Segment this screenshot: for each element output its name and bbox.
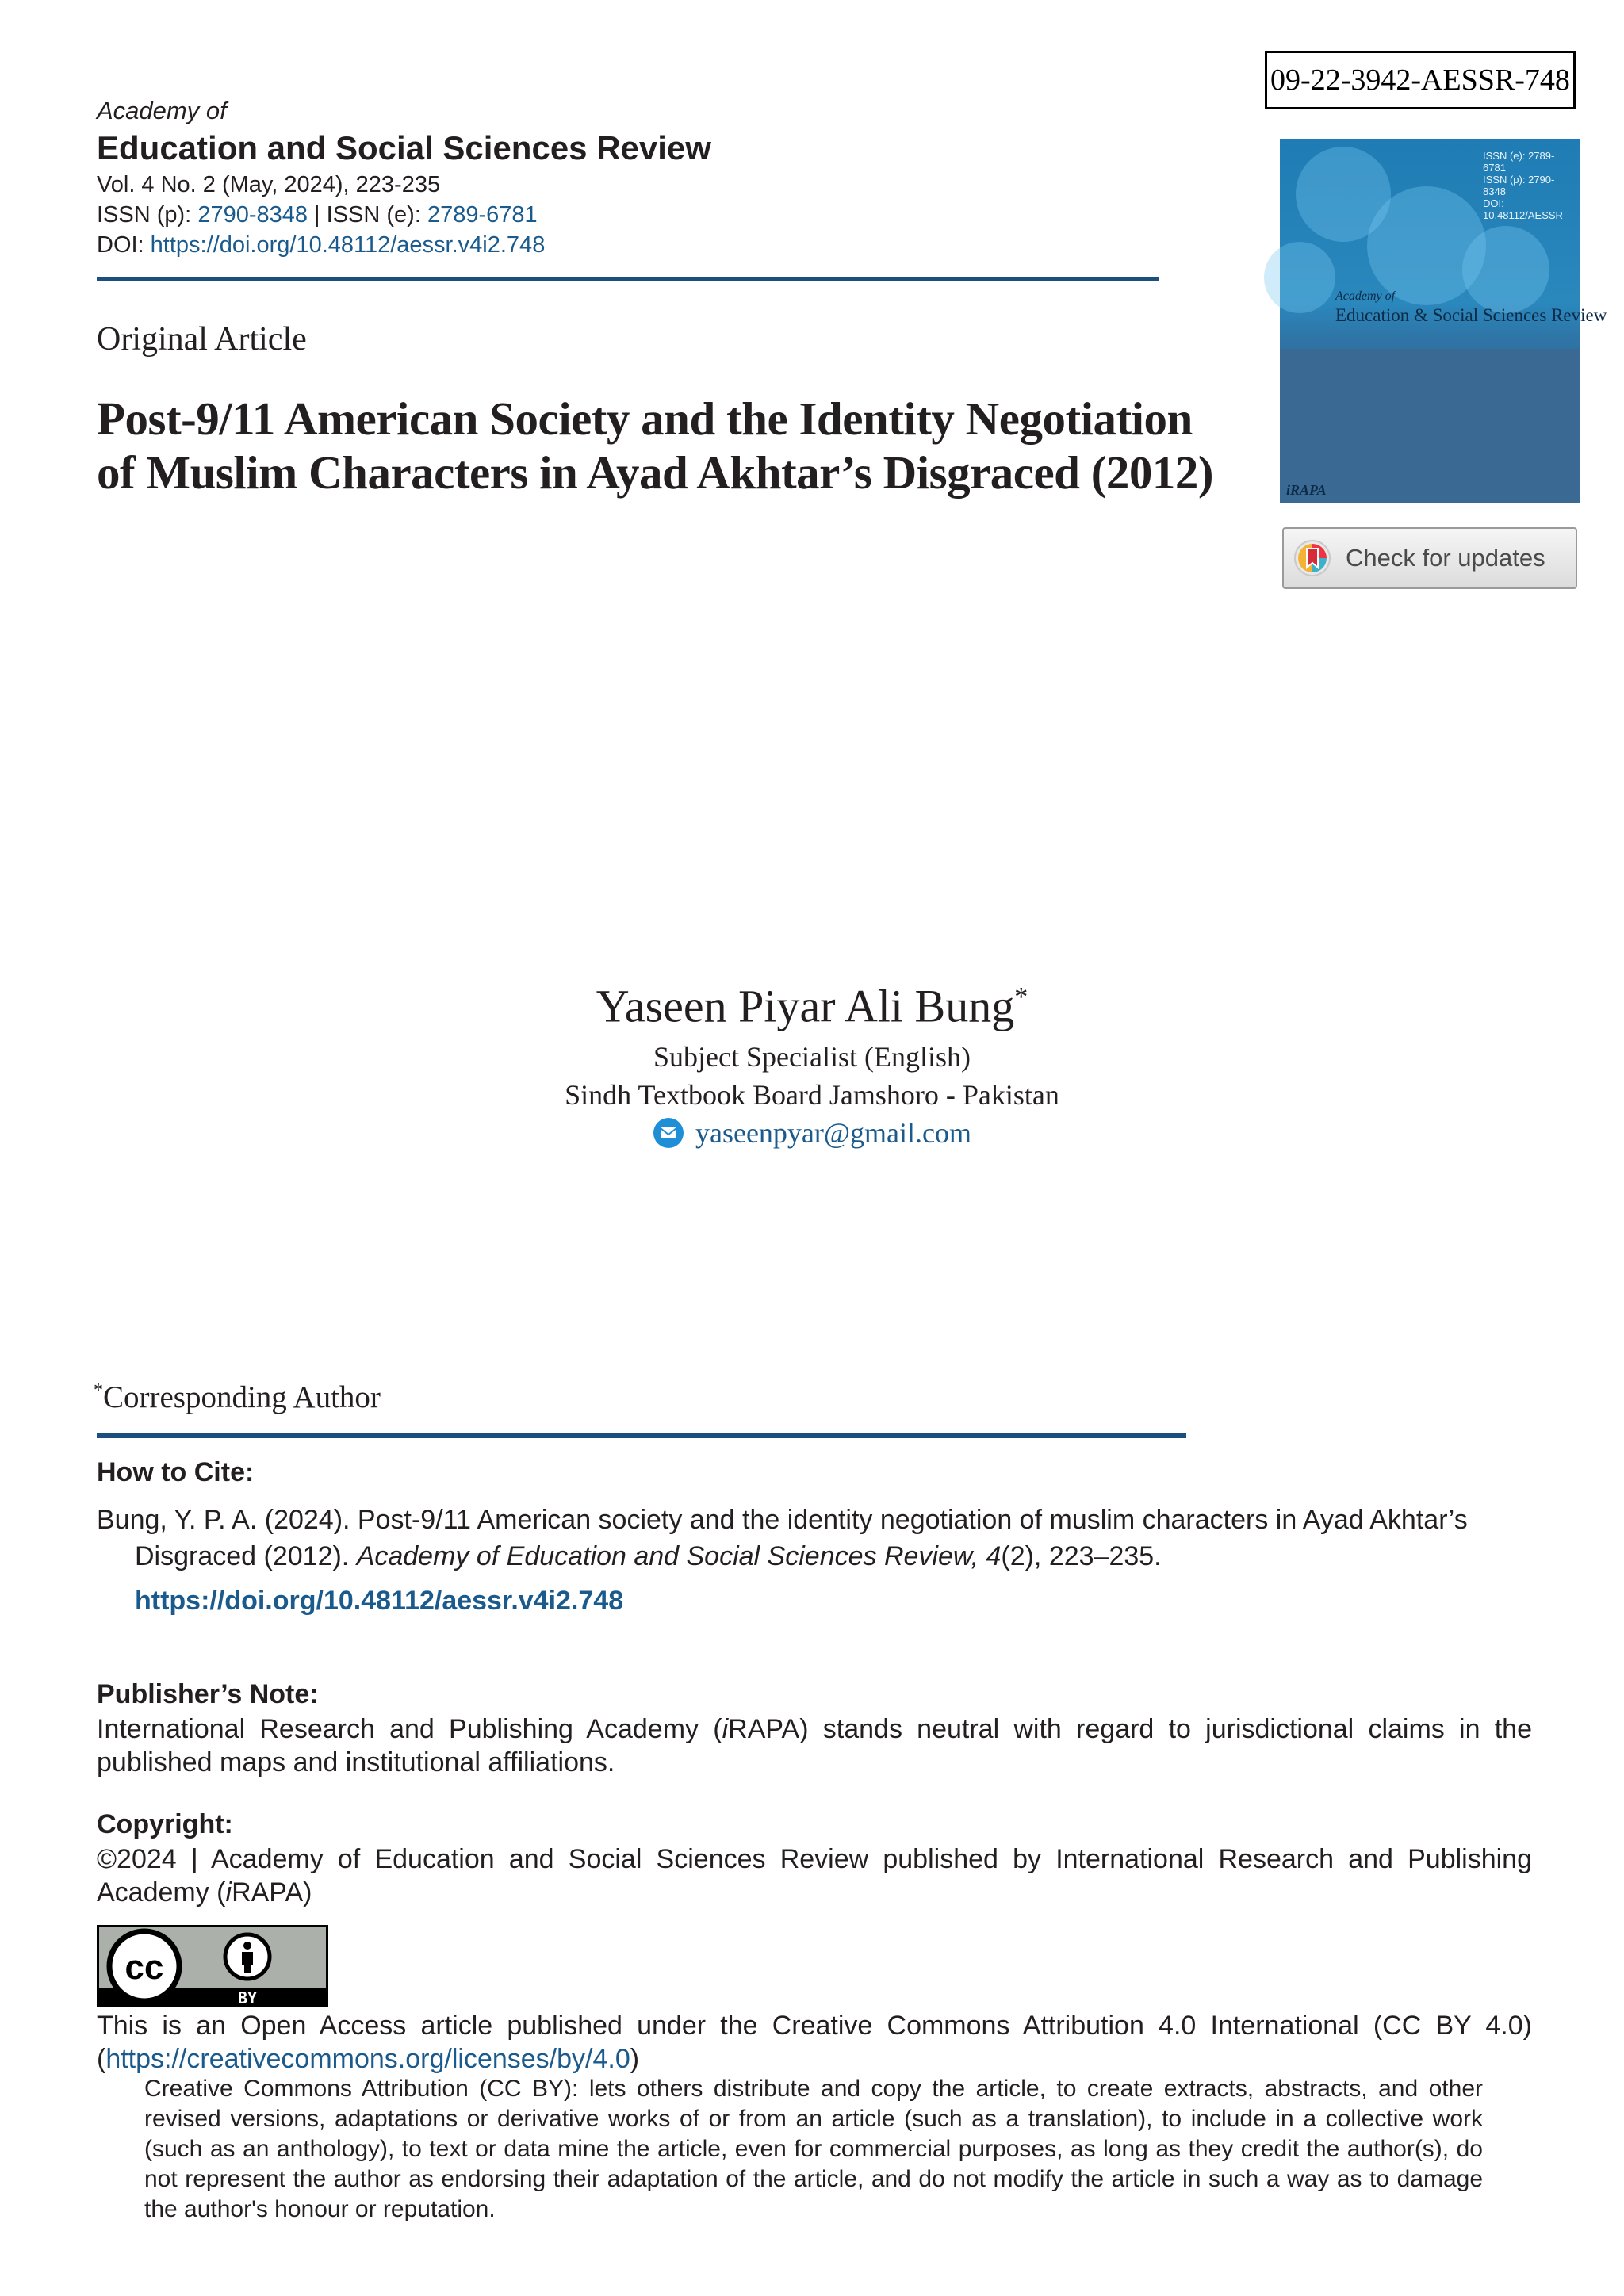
- how-to-cite-heading: How to Cite:: [97, 1457, 255, 1487]
- cover-academy: Academy of: [1335, 289, 1396, 303]
- crossmark-icon: [1293, 539, 1331, 577]
- license-link[interactable]: https://creativecommons.org/licenses/by/4.0: [105, 2044, 630, 2074]
- cover-issn-line: ISSN (e): 2789-6781: [1483, 150, 1555, 174]
- copyright-heading: Copyright:: [97, 1809, 233, 1839]
- publishers-note-part: RAPA) stands neutral with regard to jurisdictional claims in the published maps and institutional affiliations.: [97, 1714, 1532, 1777]
- corresponding-author-note: [94, 1380, 381, 1415]
- doi-label: DOI:: [97, 232, 151, 258]
- mail-icon: [653, 1117, 684, 1149]
- journal-volume: Vol. 4 No. 2 (May, 2024), 223-235: [97, 172, 441, 197]
- journal-name: Education and Social Sciences Review: [97, 129, 711, 166]
- issn-p-link[interactable]: 2790-8348: [197, 202, 308, 228]
- check-for-updates-button[interactable]: [1282, 527, 1577, 589]
- article-type: Original Article: [97, 321, 307, 358]
- author-affiliation: Sindh Textbook Board Jamshoro - Pakistan: [565, 1079, 1059, 1112]
- copyright-text: [97, 1843, 1532, 1909]
- open-access-part: This is an Open Access article published under the Creative Commons Attribution 4.0 International (CC BY 4.0) (: [97, 2011, 1532, 2074]
- citation-journal: Academy of Education and Social Sciences Review, 4: [356, 1541, 1002, 1571]
- cover-publisher-logo: iRAPA: [1286, 482, 1327, 498]
- article-title-line: Post-9/11 American Society and the Identity Negotiation: [97, 392, 1193, 445]
- cover-issn: [1483, 150, 1570, 221]
- author-name: [0, 966, 1624, 1038]
- issn-e-link[interactable]: 2789-6781: [427, 202, 538, 228]
- article-id: 09-22-3942-AESSR-748: [1265, 51, 1576, 109]
- copyright-part: RAPA): [232, 1877, 312, 1908]
- cover-title: Education & Social Sciences Review: [1335, 305, 1607, 325]
- header-divider: [97, 277, 1159, 281]
- citation-plain: Bung, Y. P. A. (2024). Post-9/11 American society and the identity negotiation of muslim characters in Ayad Akhtar’s Disgraced (2012).: [97, 1505, 1468, 1571]
- footer-divider: [97, 1433, 1186, 1438]
- citation-issue-pages: (2), 223–235.: [1001, 1541, 1162, 1571]
- publishers-note-heading: Publisher’s Note:: [97, 1679, 319, 1709]
- author-block: [0, 966, 1624, 1152]
- journal-cover[interactable]: [1280, 139, 1607, 503]
- corresponding-note-text: Corresponding Author: [103, 1380, 381, 1414]
- publishers-note-text: [97, 1712, 1532, 1779]
- cc-by-label: BY: [237, 1988, 258, 2007]
- journal-masthead: [97, 95, 1159, 260]
- issn-p-label: ISSN (p):: [97, 202, 198, 228]
- cc-by-badge[interactable]: [97, 1925, 328, 2007]
- journal-academy-of: Academy of: [97, 97, 227, 124]
- article-title-line: of Muslim Characters in Ayad Akhtar’s Disgraced (2012): [97, 446, 1213, 499]
- cc-license-description: Creative Commons Attribution (CC BY): lets others distribute and copy the article, to create extracts, abstracts, and other revised versions, adaptations or derivative works of or from an article (such as a translation), to include in a collective work (such as an anthology), to text or data mine the article, even for commercial purposes, as long as they credit the author(s), do not represent the author as endorsing their adaptation of the article, and do not modify the article in such a way as to damage the author's honour or reputation.: [144, 2076, 1483, 2222]
- publishers-note-part: International Research and Publishing Academy (: [97, 1714, 722, 1744]
- doi-link[interactable]: https://doi.org/10.48112/aessr.v4i2.748: [150, 232, 546, 258]
- cc-icon: [109, 1931, 179, 2001]
- corresponding-marker: *: [1014, 982, 1028, 1012]
- publishers-note-italic: i: [722, 1714, 729, 1744]
- cover-issn-line: ISSN (p): 2790-8348: [1483, 174, 1555, 197]
- check-for-updates-label: Check for updates: [1346, 544, 1545, 572]
- author-name-text: Yaseen Piyar Ali Bung: [596, 980, 1015, 1032]
- cover-band: [1280, 349, 1580, 503]
- corresponding-note-marker: *: [94, 1380, 103, 1401]
- journal-issn: [97, 200, 1159, 230]
- citation-doi-link[interactable]: https://doi.org/10.48112/aessr.v4i2.748: [135, 1586, 624, 1616]
- issn-separator: | ISSN (e):: [308, 202, 427, 228]
- open-access-part: ): [630, 2044, 640, 2074]
- author-position: Subject Specialist (English): [653, 1041, 971, 1073]
- cover-issn-line: DOI: 10.48112/AESSR: [1483, 197, 1563, 221]
- author-email-line: [0, 1114, 1624, 1152]
- journal-doi: [97, 230, 1159, 260]
- copyright-part: ©2024 | Academy of Education and Social Sciences Review published by International Research and Publishing Academy (: [97, 1844, 1532, 1908]
- attribution-icon: [225, 1934, 270, 1979]
- author-email-link[interactable]: yaseenpyar@gmail.com: [695, 1117, 972, 1150]
- cover-decoration: [1462, 226, 1549, 313]
- open-access-statement: [97, 2009, 1532, 2076]
- cover-decoration: [1264, 242, 1335, 313]
- citation-text: [97, 1502, 1570, 1575]
- svg-text:cc: cc: [124, 1948, 164, 1987]
- copyright-italic: i: [225, 1877, 232, 1908]
- article-title: [97, 392, 1270, 499]
